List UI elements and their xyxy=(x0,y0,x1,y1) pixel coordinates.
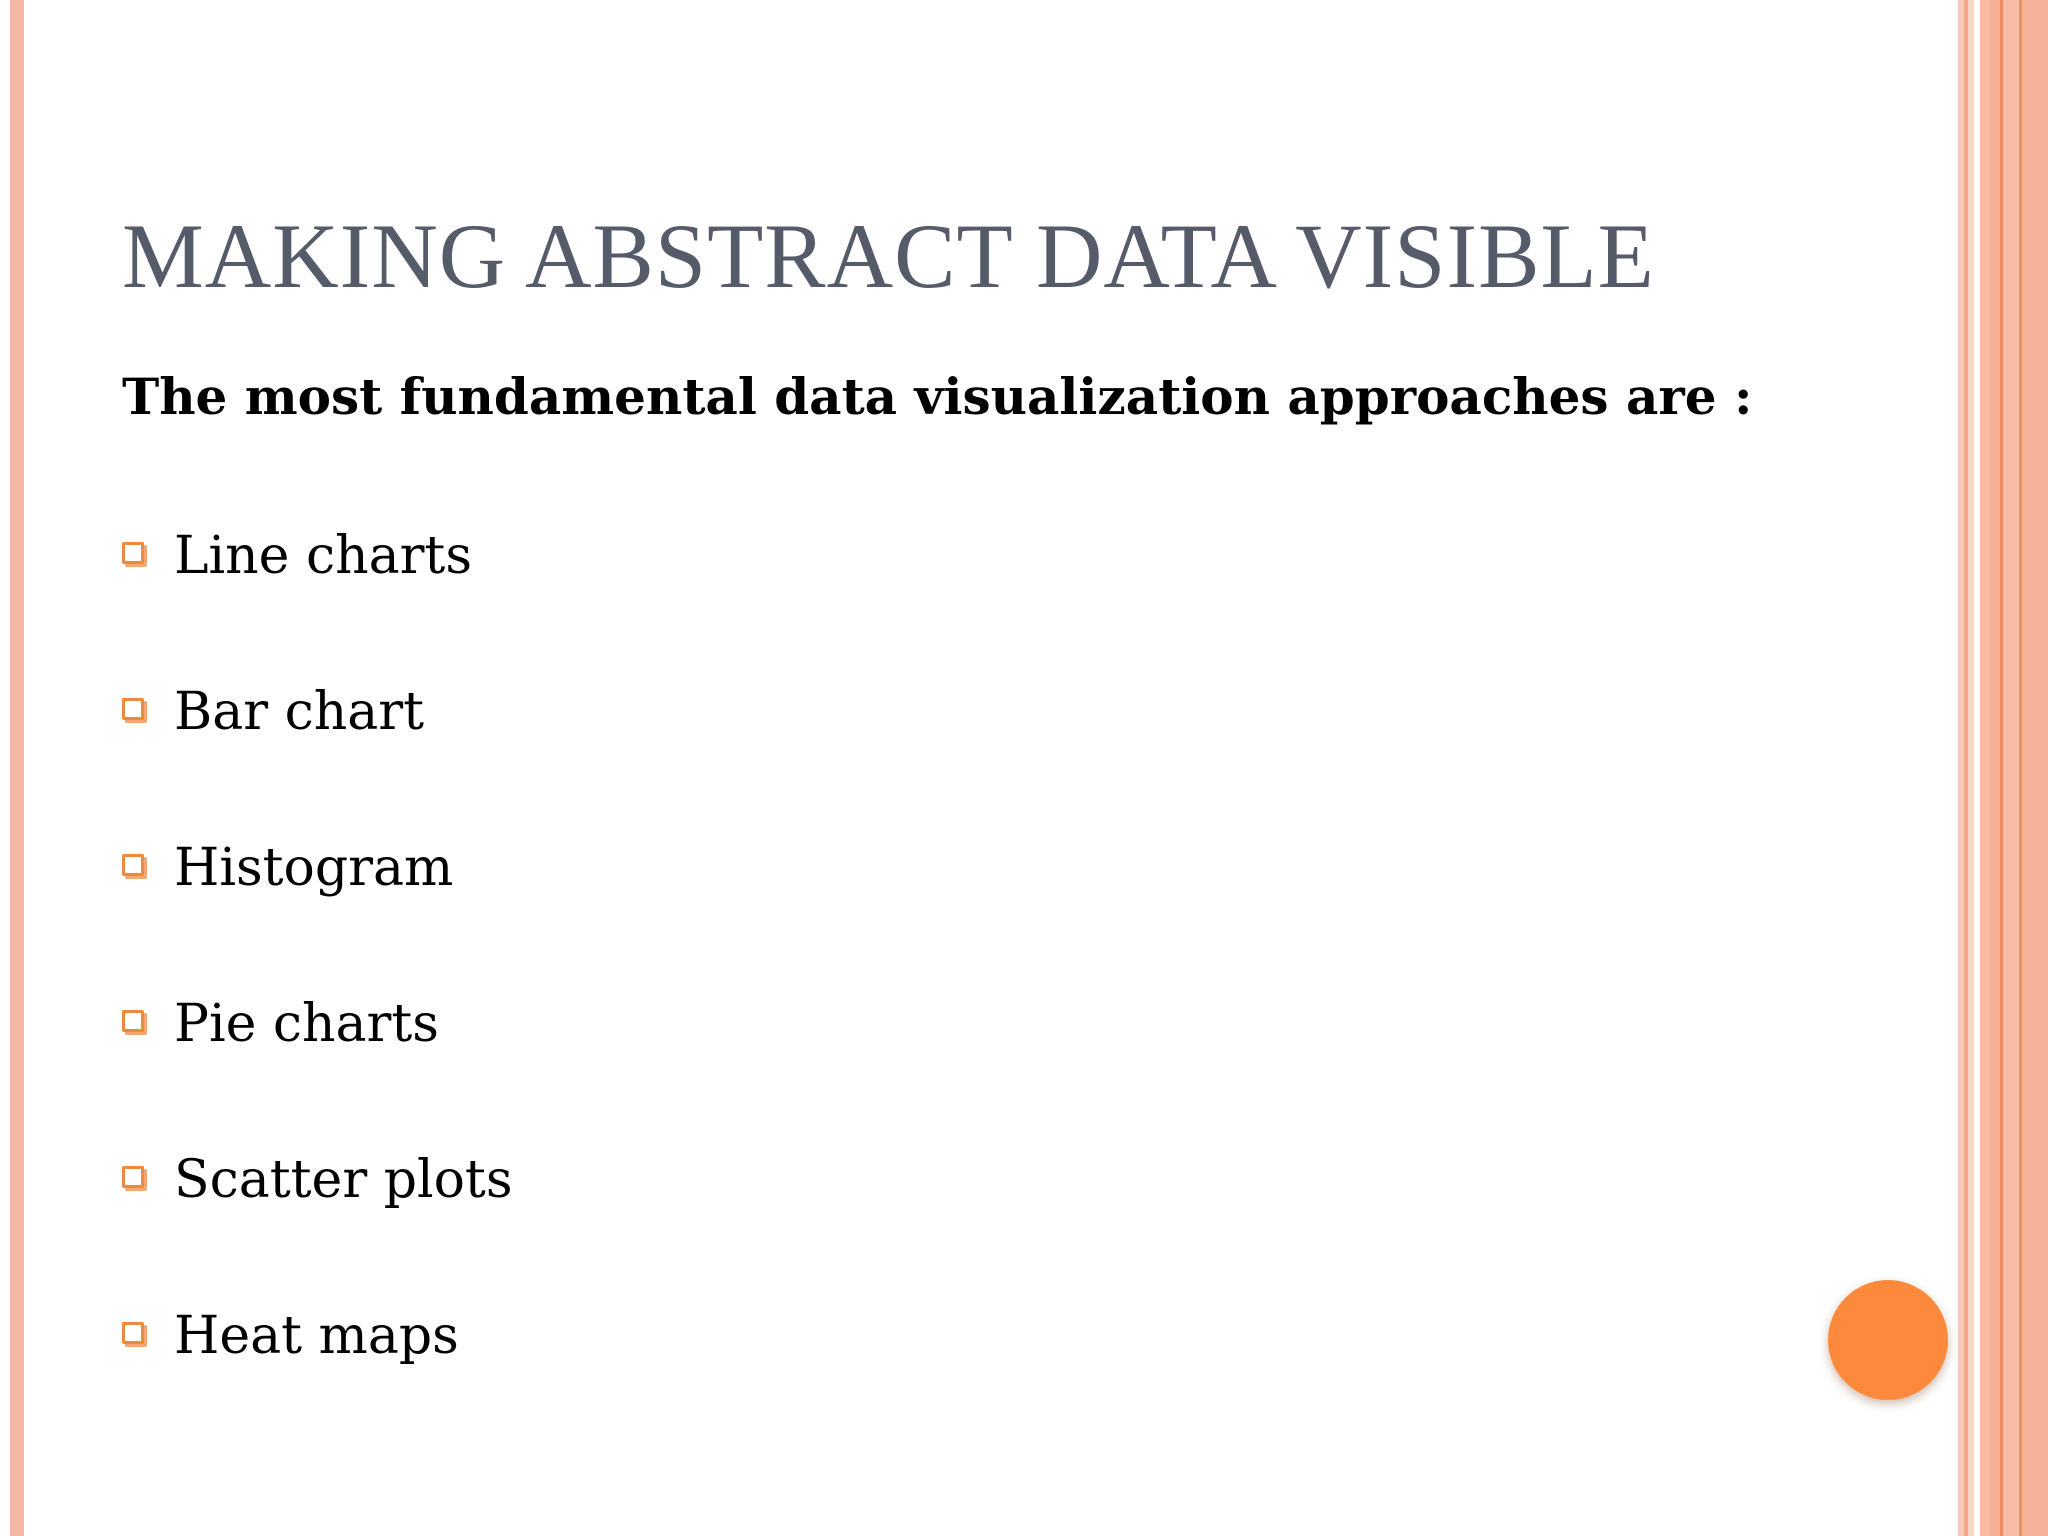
list-item-label: Heat maps xyxy=(174,1306,459,1366)
list-item xyxy=(122,682,513,842)
right-decorative-stripes xyxy=(1958,0,2048,1536)
list-item-label: Pie charts xyxy=(174,994,439,1054)
stripe xyxy=(1980,0,1990,1536)
list-item xyxy=(122,526,513,686)
left-border-stripe xyxy=(10,0,24,1536)
square-bullet-icon xyxy=(122,1322,144,1344)
list-item-label: Bar chart xyxy=(174,682,424,742)
orange-circle-decoration xyxy=(1828,1280,1948,1400)
square-bullet-icon xyxy=(122,1166,144,1188)
bullet-list xyxy=(122,526,513,1466)
slide-title: MAKING ABSTRACT DATA VISIBLE xyxy=(122,205,1655,307)
square-bullet-icon xyxy=(122,698,144,720)
list-item xyxy=(122,1150,513,1310)
list-item xyxy=(122,1306,513,1466)
list-item-label: Line charts xyxy=(174,526,473,586)
square-bullet-icon xyxy=(122,1010,144,1032)
list-item-label: Histogram xyxy=(174,838,454,898)
stripe xyxy=(2022,0,2048,1536)
slide-intro: The most fundamental data visualization approaches are : xyxy=(122,367,1753,426)
square-bullet-icon xyxy=(122,854,144,876)
list-item-label: Scatter plots xyxy=(174,1150,513,1210)
stripe xyxy=(2003,0,2019,1536)
stripe xyxy=(1990,0,2000,1536)
square-bullet-icon xyxy=(122,542,144,564)
list-item xyxy=(122,994,513,1154)
list-item xyxy=(122,838,513,998)
stripe xyxy=(1968,0,1974,1536)
